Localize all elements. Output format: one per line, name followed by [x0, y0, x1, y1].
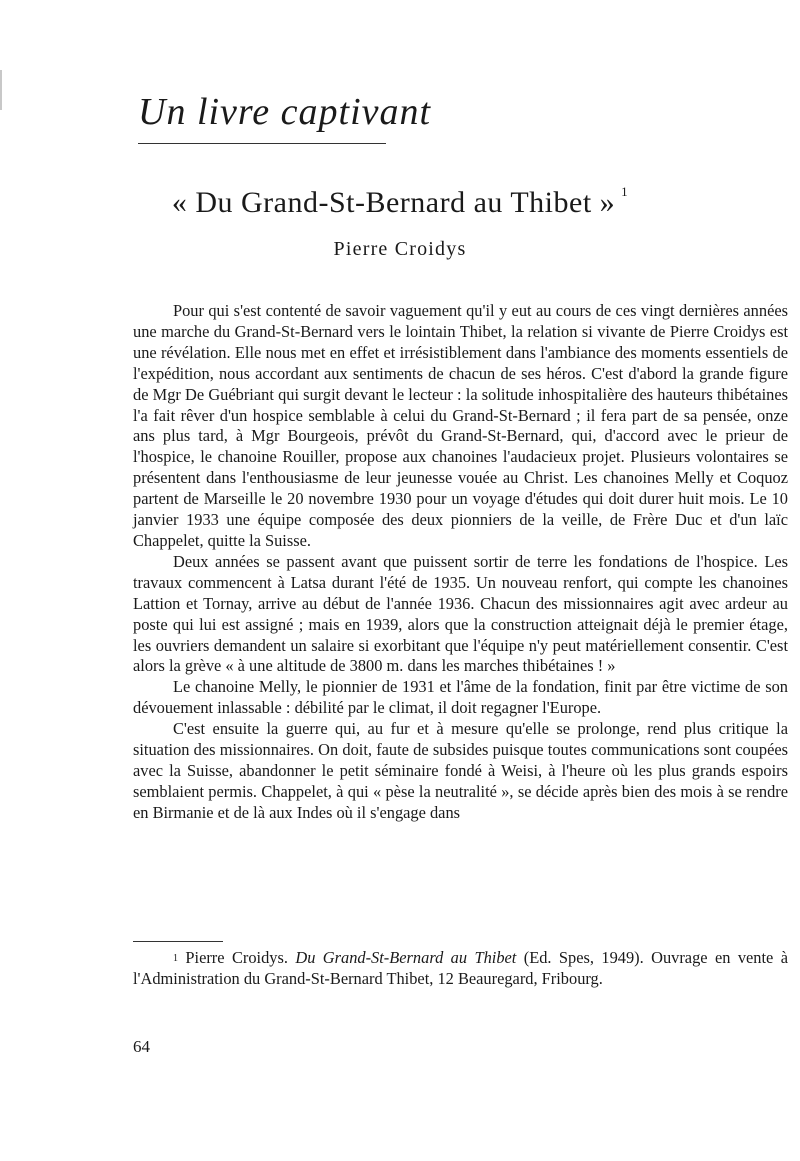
footnote-reference[interactable]: 1 [621, 184, 629, 199]
page-number: 64 [133, 1037, 150, 1056]
article-title [0, 186, 800, 220]
footnote-separator [133, 941, 223, 942]
footnote [133, 948, 788, 990]
paragraph-2: Deux années se passent avant que puissent sortir de terre les fondations de l'hospice. Les travaux commencent à Latsa durant l'été de 1935. Un nouveau renfort, qui compte les chanoines Lattion et Tornay, arrive au début de l'année 1936. Chacun des missionnaires agit avec ardeur au poste qui lui est assigné ; mais en 1939, alors que la construction atteignait déjà le premier étage, les ouvriers demandent un salaire si exorbitant que l'équipe n'y peut matériellement consentir. C'est alors la grève « à une altitude de 3800 m. dans les marches thibétaines ! » [133, 551, 788, 676]
article-title-text: « Du Grand-St-Bernard au Thibet » [171, 186, 616, 219]
section-title: Un livre captivant [138, 91, 432, 133]
paragraph-4: C'est ensuite la guerre qui, au fur et à mesure qu'elle se prolonge, rend plus critique la situation des missionnaires. On doit, faute de subsides puisque toutes communications sont coupées avec la Suisse, abandonner le petit séminaire fondé à Weisi, à l'heure où les plus grands espoirs semblaient permis. Chappelet, à qui « pèse la neutralité », se décide après bien des mois à se rendre en Birmanie et de là aux Indes où il s'engage dans [133, 719, 788, 822]
paragraph-3: Le chanoine Melly, le pionnier de 1931 et l'âme de la fondation, finit par être victime de son dévouement inlassable : débilité par le climat, il doit regagner l'Europe. [133, 677, 788, 718]
paragraph-1: Pour qui s'est contenté de savoir vaguement qu'il y eut au cours de ces vingt dernières années une marche du Grand-St-Bernard vers le lointain Thibet, la relation si vivante de Pierre Croidys est une révélation. Elle nous met en effet et irrésistiblement dans l'ambiance des moments essentiels de l'expédition, nous accordant aux sentiments de chacun de ses héros. C'est d'abord la grande figure de Mgr De Guébriant qui surgit devant le lecteur : la solitude inhospitalière des hauteurs thibétaines l'a fait rêver d'un hospice semblable à celui du Grand-St-Bernard ; il fera part de sa pensée, onze ans plus tard, à Mgr Bourgeois, prévôt du Grand-St-Bernard, qui, d'accord avec le prieur de l'hospice, le chanoine Rouiller, propose aux chanoines l'audacieux projet. Plusieurs volontaires se présentent dans l'enthousiasme de leur jeunesse vouée au Christ. Les chanoines Melly et Coquoz partent de Marseille le 20 novembre 1930 pour un voyage d'études qui doit durer huit mois. Le 10 janvier 1933 une équipe composée des deux pionniers de la veille, de Frère Duc et d'un laïc Chappelet, quitte la Suisse. [133, 301, 788, 550]
footnote-marker: 1 [173, 953, 178, 964]
article-body [133, 301, 788, 824]
footnote-book-title: Du Grand-St-Bernard au Thibet [295, 948, 517, 967]
footnote-author: Pierre Croidys. [185, 948, 288, 967]
scan-edge-mark [0, 70, 2, 110]
footnote-details: (Ed. Spes, 1949). Ouvrage en vente à l'Administration du Grand-St-Bernard Thibet, 12 Beauregard, Fribourg. [133, 948, 788, 988]
section-title-underline [138, 143, 386, 144]
article-author: Pierre Croidys [333, 238, 467, 260]
